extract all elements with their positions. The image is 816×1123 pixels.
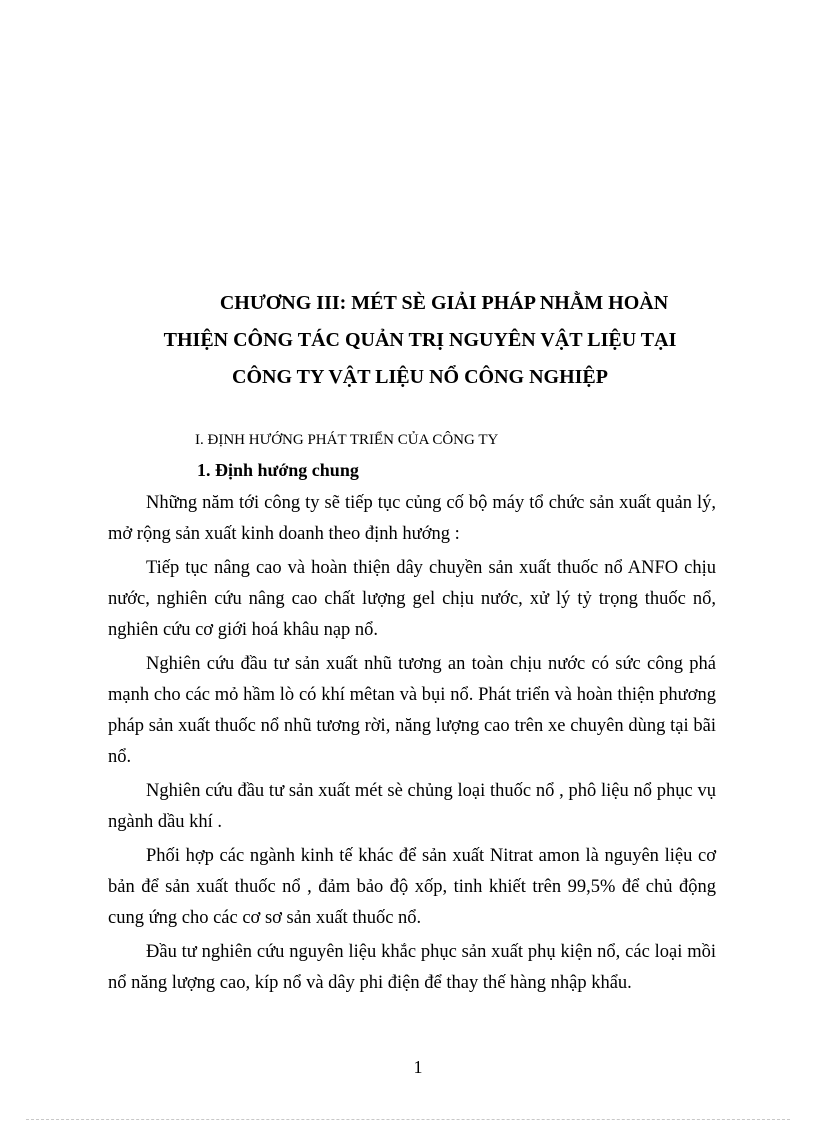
subsection-heading: 1. Định hướng chung — [197, 460, 359, 480]
paragraph: Tiếp tục nâng cao và hoàn thiện dây chuyền sản xuất thuốc nổ ANFO chịu nước, nghiên cứu nâng cao chất lượng gel chịu nước, xử lý tỷ trọng thuốc nổ, nghiên cứu cơ giới hoá khâu nạp nổ. — [108, 558, 716, 640]
paragraph: Nghiên cứu đầu tư sản xuất mét sè chủng loại thuốc nổ , phô liệu nổ phục vụ ngành dầu khí . — [108, 781, 716, 832]
chapter-title — [100, 285, 740, 396]
body-text — [108, 488, 716, 1002]
paragraph: Phối hợp các ngành kinh tế khác để sản xuất Nitrat amon là nguyên liệu cơ bản để sản xuất thuốc nổ , đảm bảo độ xốp, tinh khiết trên 99,5% để chủ động cung ứng cho các cơ sơ sản xuất thuốc nổ. — [108, 846, 716, 928]
paragraph: Nghiên cứu đầu tư sản xuất nhũ tương an toàn chịu nước có sức công phá mạnh cho các mỏ hầm lò có khí mêtan và bụi nổ. Phát triển và hoàn thiện phương pháp sản xuất thuốc nổ nhũ tương rời, năng lượng cao trên xe chuyên dùng tại bãi nổ. — [108, 654, 716, 767]
chapter-title-line: THIỆN CÔNG TÁC QUẢN TRỊ NGUYÊN VẬT LIỆU TẠI — [163, 329, 677, 351]
page-number: 1 — [413, 1057, 423, 1077]
page-bottom-divider — [26, 1119, 790, 1120]
section-heading: I. ĐỊNH HƯỚNG PHÁT TRIỂN CỦA CÔNG TY — [195, 432, 499, 448]
paragraph: Những năm tới công ty sẽ tiếp tục củng cố bộ máy tổ chức sản xuất quản lý, mở rộng sản xuất kinh doanh theo định hướng : — [108, 493, 716, 544]
paragraph: Đầu tư nghiên cứu nguyên liệu khắc phục sản xuất phụ kiện nổ, các loại mồi nổ năng lượng cao, kíp nổ và dây phi điện để thay thế hàng nhập khẩu. — [108, 942, 716, 993]
chapter-title-line: CÔNG TY VẬT LIỆU NỔ CÔNG NGHIỆP — [232, 366, 608, 388]
chapter-title-line: CHƯƠNG III: MÉT SÈ GIẢI PHÁP NHẰM HOÀN — [219, 292, 669, 314]
